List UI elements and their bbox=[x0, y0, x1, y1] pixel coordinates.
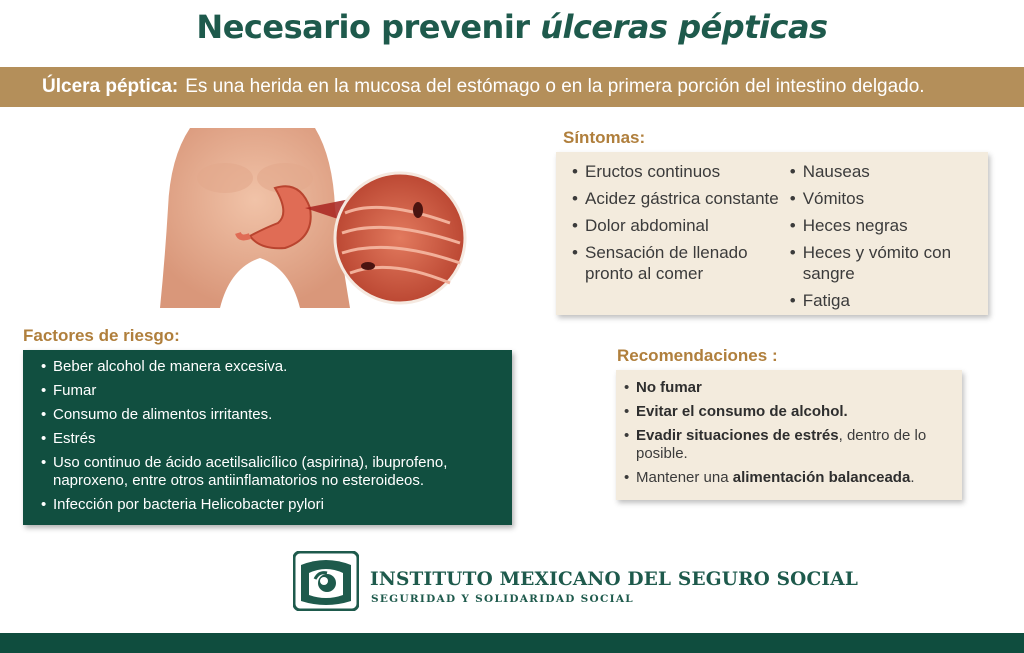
list-item: • Infección por bacteria Helicobacter pylori bbox=[41, 496, 500, 514]
list-item bbox=[624, 469, 952, 487]
list-item: • Fumar bbox=[41, 382, 500, 400]
list-item: • Fatiga bbox=[790, 290, 976, 311]
list-item: • Eructos continuos bbox=[572, 161, 790, 182]
list-item: • Sensación de llenado pronto al comer bbox=[572, 242, 790, 284]
imss-logo-icon bbox=[293, 551, 359, 611]
list-item: • Heces negras bbox=[790, 215, 976, 236]
rec-bold: alimentación balanceada bbox=[732, 469, 911, 486]
risk-factors-list bbox=[41, 358, 500, 514]
definition-banner bbox=[0, 67, 1024, 107]
organization-tagline: SEGURIDAD Y SOLIDARIDAD SOCIAL bbox=[371, 593, 634, 605]
list-item bbox=[624, 403, 952, 421]
recommendations-box bbox=[616, 370, 962, 500]
symptoms-column-1 bbox=[572, 161, 790, 315]
list-item: • Estrés bbox=[41, 430, 500, 448]
symptoms-column-2 bbox=[790, 161, 976, 315]
risk-factors-box bbox=[23, 350, 512, 525]
list-item: • Consumo de alimentos irritantes. bbox=[41, 406, 500, 424]
list-item: • Acidez gástrica constante bbox=[572, 188, 790, 209]
rec-text: . bbox=[910, 469, 915, 486]
list-item: • Heces y vómito con sangre bbox=[790, 242, 976, 284]
list-item: • Beber alcohol de manera excesiva. bbox=[41, 358, 500, 376]
list-item bbox=[624, 379, 952, 397]
list-item bbox=[624, 427, 952, 463]
title-main: Necesario prevenir bbox=[196, 8, 541, 46]
definition-text: Es una herida en la mucosa del estómago o en la primera porción del intestino delgado. bbox=[185, 76, 925, 97]
title-emphasis: úlceras pépticas bbox=[540, 8, 828, 46]
rec-bold: No fumar bbox=[636, 379, 702, 396]
list-item: • Nauseas bbox=[790, 161, 976, 182]
recommendations-list bbox=[624, 379, 952, 487]
list-item: • Dolor abdominal bbox=[572, 215, 790, 236]
stomach-ulcer-illustration bbox=[150, 118, 490, 318]
definition-term: Úlcera péptica: bbox=[42, 76, 179, 97]
list-item: • Vómitos bbox=[790, 188, 976, 209]
footer-bar bbox=[0, 633, 1024, 653]
rec-text: , dentro de lo posible. bbox=[636, 427, 927, 462]
symptoms-label: Síntomas: bbox=[563, 128, 646, 147]
rec-text: Mantener una bbox=[636, 469, 733, 486]
page-title bbox=[0, 8, 1024, 46]
organization-name: INSTITUTO MEXICANO DEL SEGURO SOCIAL bbox=[370, 569, 859, 590]
recommendations-label: Recomendaciones : bbox=[617, 346, 778, 365]
symptoms-box bbox=[556, 152, 988, 315]
rec-bold: Evitar el consumo de alcohol. bbox=[636, 403, 848, 420]
rec-bold: Evadir situaciones de estrés bbox=[636, 427, 839, 444]
risk-factors-label: Factores de riesgo: bbox=[23, 326, 180, 345]
list-item: • Uso continuo de ácido acetilsalicílico (aspirina), ibuprofeno, naproxeno, entre otros antiinflamatorios no esteroideos. bbox=[41, 454, 500, 490]
